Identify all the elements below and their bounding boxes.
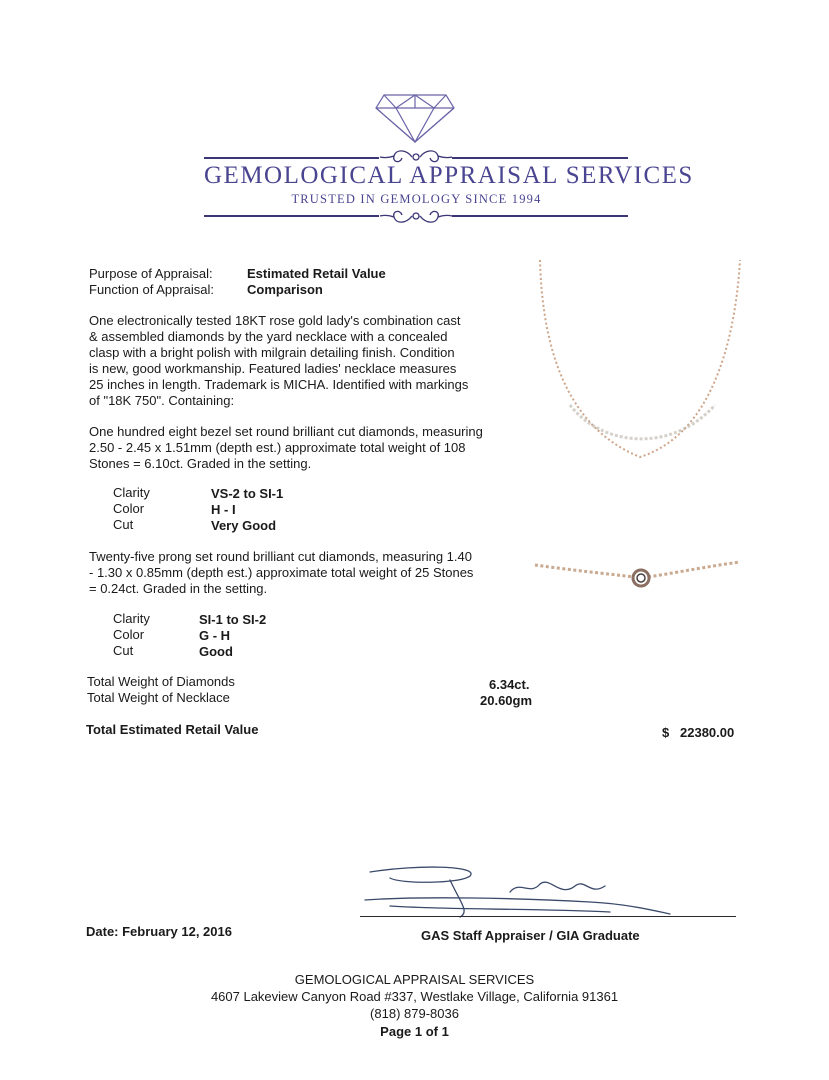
appraiser-signature [360, 862, 680, 922]
diamond-logo-icon [374, 92, 456, 144]
stone-group-1-description [89, 424, 483, 472]
clarity-label: Clarity [113, 611, 150, 626]
stone-group-2-description [89, 549, 473, 597]
header-bottom-rule-right [452, 215, 628, 217]
clarity-value: VS-2 to SI-1 [211, 486, 284, 501]
total-necklace-label: Total Weight of Necklace [87, 690, 230, 705]
color-label: Color [113, 501, 145, 516]
description-line: is new, good workmanship. Featured ladies' necklace measures [89, 361, 457, 376]
stone-line: Twenty-five prong set round brilliant cut diamonds, measuring 1.40 [89, 549, 472, 564]
clarity-value: SI-1 to SI-2 [199, 612, 267, 627]
header-top-rule-right [452, 157, 628, 159]
bottom-flourish-icon [378, 205, 454, 227]
footer-phone: (818) 879-8036 [370, 1006, 459, 1021]
clarity-label: Clarity [113, 485, 150, 500]
function-label: Function of Appraisal: [89, 282, 215, 297]
signature-line [360, 916, 736, 917]
header-top-rule-left [204, 157, 379, 159]
stone-line: Stones = 6.10ct. Graded in the setting. [89, 456, 312, 471]
footer-address: 4607 Lakeview Canyon Road #337, Westlake Village, California 91361 [210, 989, 619, 1004]
necklace-full-photo [530, 255, 770, 470]
purpose-label: Purpose of Appraisal: [89, 266, 213, 281]
company-name-logo: GEMOLOGICAL APPRAISAL SERVICES [204, 162, 694, 189]
description-line: clasp with a bright polish with milgrain detailing finish. Condition [89, 345, 455, 360]
color-value: H - I [211, 502, 236, 517]
stone-line: - 1.30 x 0.85mm (depth est.) approximate total weight of 25 Stones [89, 565, 474, 580]
currency-symbol: $ [662, 725, 670, 740]
cut-value: Good [199, 644, 233, 659]
description-line: & assembled diamonds by the yard necklace with a concealed [89, 329, 448, 344]
total-retail-value: 22380.00 [680, 725, 735, 740]
cut-label: Cut [113, 517, 134, 532]
color-value: G - H [199, 628, 231, 643]
color-label: Color [113, 627, 145, 642]
function-value: Comparison [247, 282, 323, 297]
appraisal-date: Date: February 12, 2016 [86, 924, 232, 939]
description-line: of "18K 750". Containing: [89, 393, 235, 408]
stone-line: 2.50 - 2.45 x 1.51mm (depth est.) approximate total weight of 108 [89, 440, 466, 455]
appraiser-title: GAS Staff Appraiser / GIA Graduate [421, 928, 640, 943]
stone-line: = 0.24ct. Graded in the setting. [89, 581, 268, 596]
stone-line: One hundred eight bezel set round brilliant cut diamonds, measuring [89, 424, 483, 439]
footer-company: GEMOLOGICAL APPRAISAL SERVICES [294, 972, 535, 987]
company-tagline: TRUSTED IN GEMOLOGY SINCE 1994 [291, 192, 542, 206]
cut-label: Cut [113, 643, 134, 658]
description-line: One electronically tested 18KT rose gold lady's combination cast [89, 313, 461, 328]
page-number: Page 1 of 1 [380, 1024, 449, 1039]
header-bottom-rule-left [204, 215, 379, 217]
total-diamonds-label: Total Weight of Diamonds [87, 674, 235, 689]
purpose-value: Estimated Retail Value [247, 266, 386, 281]
description-line: 25 inches in length. Trademark is MICHA. Identified with markings [89, 377, 469, 392]
cut-value: Very Good [211, 518, 277, 533]
total-diamonds-value: 6.34ct. [489, 677, 530, 692]
total-retail-label: Total Estimated Retail Value [86, 722, 259, 737]
necklace-clasp-photo [530, 550, 745, 600]
item-description [89, 313, 468, 409]
total-necklace-value: 20.60gm [480, 693, 533, 708]
